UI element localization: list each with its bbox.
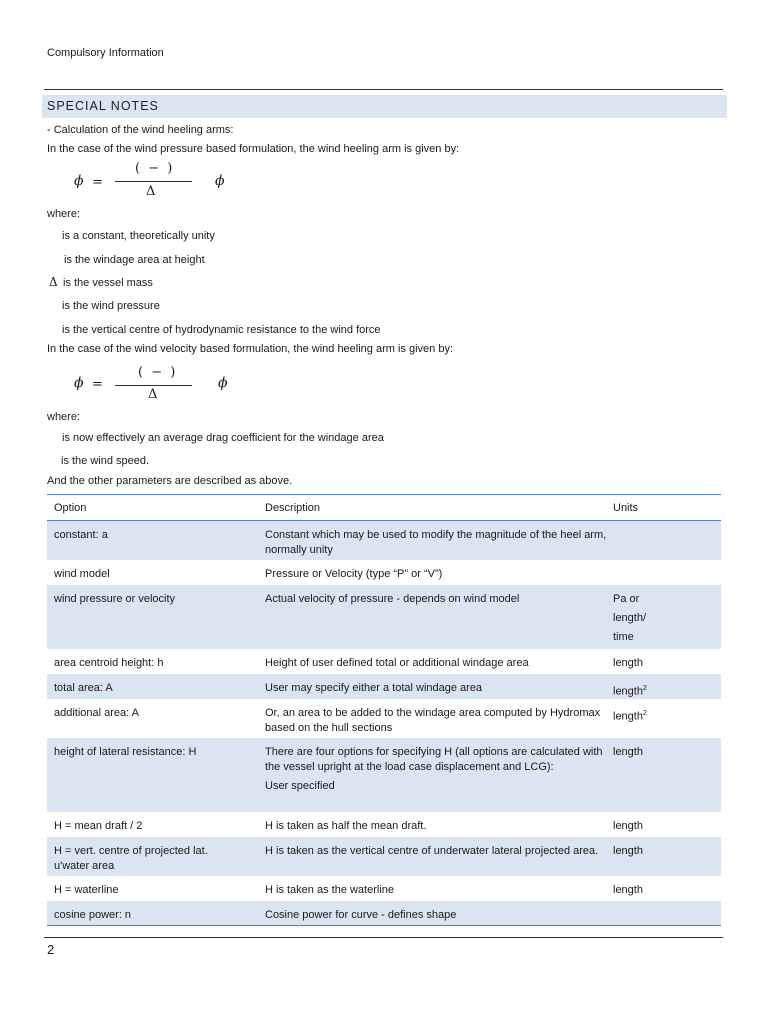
definition-line: is the windage area at height	[64, 254, 205, 266]
option-cell: cosine power: n	[54, 909, 132, 921]
units-cell: length	[613, 746, 643, 758]
formula-equals: =	[92, 377, 103, 392]
table-bottom-rule	[47, 925, 721, 926]
description-cell: Constant which may be used to modify the magnitude of the heel arm, normally unity	[265, 529, 607, 556]
table-row	[47, 738, 721, 812]
description-cell	[265, 745, 610, 794]
table-row	[47, 812, 721, 837]
option-cell: H = mean draft / 2	[54, 820, 143, 832]
section-title: SPECIAL NOTES	[47, 99, 159, 113]
delta-symbol: Δ	[49, 275, 58, 289]
running-head: Compulsory Information	[47, 47, 164, 59]
table-row	[47, 585, 721, 649]
description-cell: H is taken as the vertical centre of underwater lateral projected area.	[265, 845, 599, 857]
table-row	[47, 876, 721, 901]
description-subtext: User specified	[265, 780, 335, 792]
option-cell: wind model	[54, 568, 110, 580]
definition-line: is now effectively an average drag coefficient for the windage area	[62, 432, 384, 444]
option-cell: total area: A	[54, 682, 113, 694]
table-row	[47, 699, 721, 738]
formula-rhs: ϕ	[218, 375, 228, 391]
table-row	[47, 560, 721, 585]
option-cell: constant: a	[54, 529, 108, 541]
units-cell	[613, 681, 713, 700]
outro-line: And the other parameters are described as above.	[47, 475, 293, 487]
units-cell: length	[613, 884, 643, 896]
column-header-description: Description	[265, 502, 321, 514]
table-row	[47, 649, 721, 674]
description-cell: Pressure or Velocity (type “P” or “V”)	[265, 568, 443, 580]
formula-equals: =	[92, 175, 103, 190]
column-header-units: Units	[613, 502, 639, 514]
units-cell: length	[613, 845, 643, 857]
fraction-bar	[115, 385, 192, 386]
table-header	[47, 496, 721, 520]
where-label-1: where:	[47, 208, 81, 220]
table-top-rule	[47, 494, 721, 495]
formula-lhs: ϕ	[74, 173, 84, 189]
where-label-2: where:	[47, 411, 81, 423]
formula-rhs: ϕ	[215, 173, 225, 189]
fraction-bar	[115, 181, 192, 182]
units-text: length	[613, 685, 643, 698]
option-cell: wind pressure or velocity	[54, 593, 176, 605]
top-rule	[44, 89, 723, 90]
intro-line-3: In the case of the wind velocity based formulation, the wind heeling arm is given by:	[47, 343, 454, 355]
table-row	[47, 837, 721, 876]
intro-line-1: - Calculation of the wind heeling arms:	[47, 124, 234, 136]
table-row	[47, 901, 721, 925]
formula-denominator: Δ	[148, 387, 158, 402]
units-cell	[613, 706, 713, 725]
option-cell: area centroid height: h	[54, 657, 164, 669]
description-cell: Cosine power for curve - defines shape	[265, 909, 457, 921]
units-superscript: 2	[642, 685, 647, 692]
units-cell: length	[613, 657, 643, 669]
column-header-option: Option	[54, 502, 87, 514]
description-cell: Height of user defined total or additional windage area	[265, 657, 529, 669]
option-cell: additional area: A	[54, 707, 140, 719]
units-text: length	[613, 710, 643, 723]
formula-denominator: Δ	[146, 184, 156, 199]
definition-line: is the wind speed.	[61, 455, 150, 467]
option-cell: H = vert. centre of projected lat. u'water area	[54, 845, 208, 872]
description-cell: H is taken as the waterline	[265, 884, 395, 896]
table-row	[47, 674, 721, 699]
units-cell: Pa or length/ time	[613, 593, 647, 643]
definition-line: is a constant, theoretically unity	[62, 230, 215, 242]
intro-line-2: In the case of the wind pressure based formulation, the wind heeling arm is given by:	[47, 143, 460, 155]
description-cell: User may specify either a total windage area	[265, 682, 483, 694]
option-cell: H = waterline	[54, 884, 119, 896]
page-number: 2	[47, 942, 55, 957]
description-cell: Actual velocity of pressure - depends on wind model	[265, 593, 520, 605]
description-cell: H is taken as half the mean draft.	[265, 820, 427, 832]
formula-lhs: ϕ	[74, 375, 84, 391]
units-cell: length	[613, 820, 643, 832]
table-row	[47, 521, 721, 560]
formula-numerator: ( − )	[138, 365, 178, 380]
units-superscript: 2	[642, 710, 647, 717]
definition-line: is the wind pressure	[62, 300, 160, 312]
formula-numerator: ( − )	[135, 161, 175, 176]
description-text: There are four options for specifying H (all options are calculated with the vessel upright at the load case displacement and LCG):	[265, 746, 603, 773]
definition-line: is the vertical centre of hydrodynamic resistance to the wind force	[62, 324, 381, 336]
definition-line: is the vessel mass	[63, 277, 153, 289]
description-cell: Or, an area to be added to the windage area computed by Hydromax based on the hull sections	[265, 707, 601, 734]
footer-rule	[44, 937, 723, 938]
option-cell: height of lateral resistance: H	[54, 746, 197, 758]
